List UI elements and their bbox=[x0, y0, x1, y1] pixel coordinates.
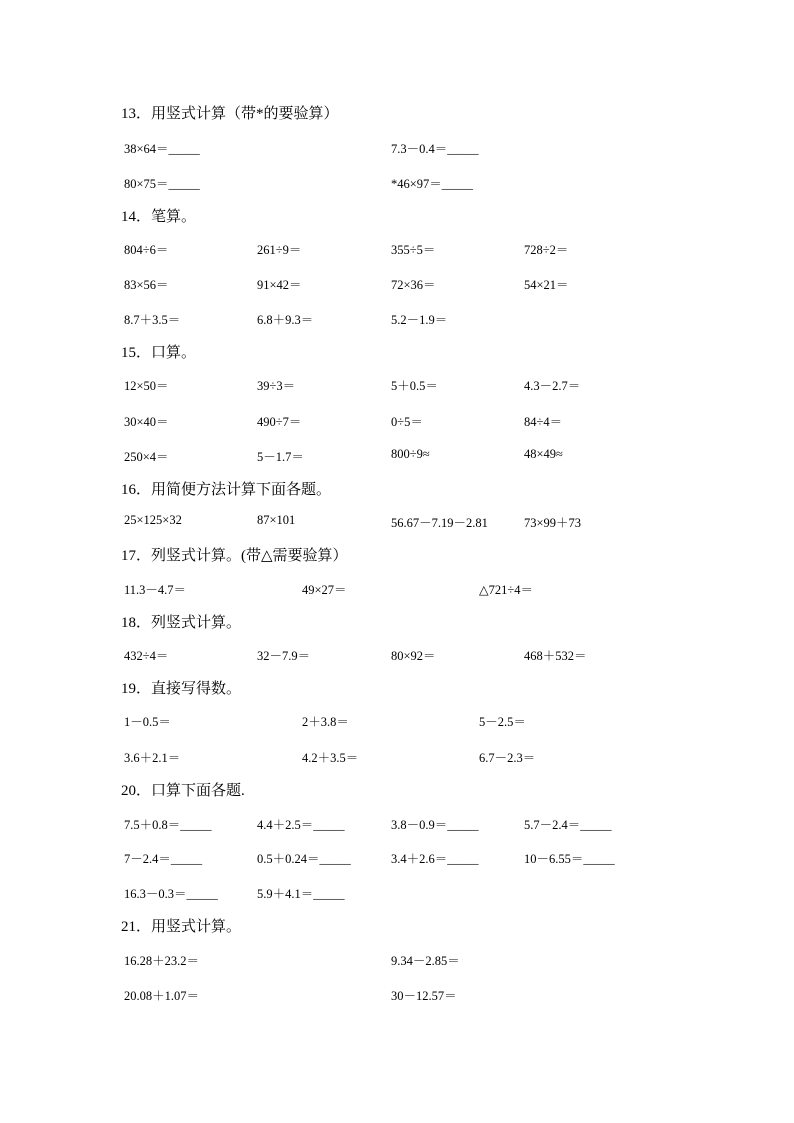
problem: 490÷7＝ bbox=[257, 415, 302, 429]
problem: 250×4＝ bbox=[124, 450, 169, 464]
problem: 20.08＋1.07＝ bbox=[124, 989, 200, 1003]
problem: 16.3－0.3＝_____ bbox=[124, 887, 218, 901]
problem: 11.3－4.7＝ bbox=[124, 583, 187, 597]
question-13-row-1 bbox=[0, 139, 794, 157]
problem: 80×75＝_____ bbox=[124, 177, 200, 191]
problem: 73×99＋73 bbox=[524, 516, 582, 530]
problem: 5.9＋4.1＝_____ bbox=[257, 887, 345, 901]
problem: 4.2＋3.5＝ bbox=[302, 751, 359, 765]
problem: 87×101 bbox=[257, 513, 296, 527]
problem: 355÷5＝ bbox=[391, 243, 436, 257]
problem: 54×21＝ bbox=[524, 278, 569, 292]
question-18-title: 18．列竖式计算。 bbox=[121, 615, 242, 631]
problem: 48×49≈ bbox=[524, 447, 563, 461]
problem: 25×125×32 bbox=[124, 513, 182, 527]
problem: 12×50＝ bbox=[124, 379, 169, 393]
problem: 16.28＋23.2＝ bbox=[124, 954, 200, 968]
problem: 80×92＝ bbox=[391, 649, 436, 663]
question-19-row-2 bbox=[0, 748, 794, 766]
problem: 6.8＋9.3＝ bbox=[257, 313, 314, 327]
question-16-title: 16．用简便方法计算下面各题。 bbox=[121, 482, 332, 498]
problem: 5－2.5＝ bbox=[479, 715, 526, 729]
question-20-row-3 bbox=[0, 884, 794, 902]
question-13-title: 13．用竖式计算（带*的要验算） bbox=[121, 106, 339, 122]
problem: 39÷3＝ bbox=[257, 379, 296, 393]
question-15-row-2 bbox=[0, 412, 794, 430]
question-15-row-3 bbox=[0, 447, 794, 465]
question-19-title: 19．直接写得数。 bbox=[121, 681, 242, 697]
problem: *46×97＝_____ bbox=[391, 177, 474, 191]
question-14-row-3 bbox=[0, 310, 794, 328]
question-20-title: 20．口算下面各题. bbox=[121, 783, 245, 799]
problem: 7.5＋0.8＝_____ bbox=[124, 818, 212, 832]
problem: 261÷9＝ bbox=[257, 243, 302, 257]
problem: 800÷9≈ bbox=[391, 447, 430, 461]
problem: 1－0.5＝ bbox=[124, 715, 171, 729]
question-19-row-1 bbox=[0, 712, 794, 730]
problem: 5－1.7＝ bbox=[257, 450, 304, 464]
problem: 4.3－2.7＝ bbox=[524, 379, 581, 393]
problem: 804÷6＝ bbox=[124, 243, 169, 257]
problem: 0.5＋0.24＝_____ bbox=[257, 852, 351, 866]
problem: 2＋3.8＝ bbox=[302, 715, 349, 729]
question-15-row-1 bbox=[0, 376, 794, 394]
question-14-row-1 bbox=[0, 240, 794, 258]
problem: 38×64＝_____ bbox=[124, 142, 200, 156]
problem: 8.7＋3.5＝ bbox=[124, 313, 181, 327]
question-17-row-1 bbox=[0, 580, 794, 598]
problem: 72×36＝ bbox=[391, 278, 436, 292]
problem: 7－2.4＝_____ bbox=[124, 852, 203, 866]
question-14-title: 14．笔算。 bbox=[121, 209, 197, 225]
problem: 7.3－0.4＝_____ bbox=[391, 142, 479, 156]
problem: 5＋0.5＝ bbox=[391, 379, 438, 393]
question-17-title: 17．列竖式计算。(带△需要验算） bbox=[121, 548, 348, 564]
question-14-row-2 bbox=[0, 275, 794, 293]
problem: 5.7－2.4＝_____ bbox=[524, 818, 612, 832]
problem: 56.67－7.19－2.81 bbox=[391, 516, 488, 530]
question-16-row-1 bbox=[0, 513, 794, 531]
problem: 3.8－0.9＝_____ bbox=[391, 818, 479, 832]
question-21-row-2 bbox=[0, 986, 794, 1004]
problem: 83×56＝ bbox=[124, 278, 169, 292]
problem: 91×42＝ bbox=[257, 278, 302, 292]
problem: 728÷2＝ bbox=[524, 243, 569, 257]
question-20-row-2 bbox=[0, 849, 794, 867]
problem: 4.4＋2.5＝_____ bbox=[257, 818, 345, 832]
problem: 49×27＝ bbox=[302, 583, 347, 597]
problem: 30×40＝ bbox=[124, 415, 169, 429]
question-21-title: 21．用竖式计算。 bbox=[121, 919, 242, 935]
problem: 30－12.57＝ bbox=[391, 989, 457, 1003]
problem: 9.34－2.85＝ bbox=[391, 954, 460, 968]
problem: 6.7－2.3＝ bbox=[479, 751, 536, 765]
question-18-row-1 bbox=[0, 646, 794, 664]
question-13-row-2 bbox=[0, 174, 794, 192]
problem: 5.2－1.9＝ bbox=[391, 313, 448, 327]
problem: 3.4＋2.6＝_____ bbox=[391, 852, 479, 866]
problem: 10－6.55＝_____ bbox=[524, 852, 615, 866]
question-21-row-1 bbox=[0, 951, 794, 969]
problem: △721÷4＝ bbox=[479, 583, 533, 597]
problem: 3.6＋2.1＝ bbox=[124, 751, 181, 765]
problem: 0÷5＝ bbox=[391, 415, 423, 429]
problem: 32－7.9＝ bbox=[257, 649, 311, 663]
problem: 468＋532＝ bbox=[524, 649, 587, 663]
problem: 432÷4＝ bbox=[124, 649, 169, 663]
question-15-title: 15．口算。 bbox=[121, 345, 197, 361]
problem: 84÷4＝ bbox=[524, 415, 563, 429]
question-20-row-1 bbox=[0, 815, 794, 833]
